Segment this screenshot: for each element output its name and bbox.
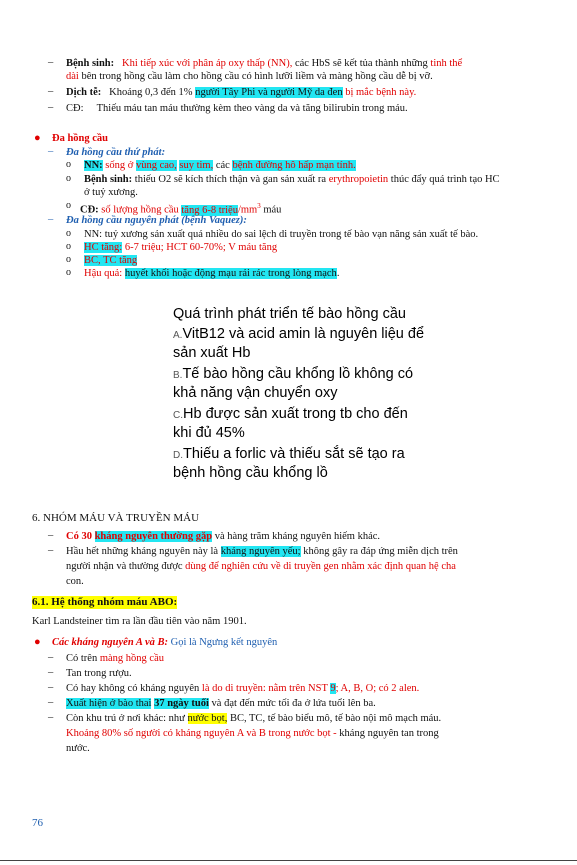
option-letter: C. <box>173 410 183 421</box>
dash-bullet: – <box>48 667 54 678</box>
abo-i3-a: Có hay không có kháng nguyên <box>66 683 200 694</box>
bs-line-2: ở tuỷ xương. <box>84 187 138 198</box>
cd2-highlight: tăng 6-8 triệu <box>181 204 238 216</box>
np-hc-text: 6-7 triệu; HCT 60-70%; V máu tăng <box>124 242 278 253</box>
np-hq-label: Hậu quả: <box>84 268 123 279</box>
dash-bullet: – <box>48 652 54 663</box>
abo-i1-a: Có trên <box>66 653 98 664</box>
dich-te-label: Dịch tễ: <box>66 87 102 98</box>
option-letter: A. <box>173 330 183 341</box>
dich-te-line <box>66 86 416 99</box>
option-text: Thiếu a forlic và thiếu sắt sẽ tạo ra <box>183 446 405 462</box>
nm-red-2: dùng để nghiên cứu về di truyền gen nhằm xác định quan hệ cha <box>185 561 456 572</box>
nn-highlight-1: vùng cao, <box>135 160 177 171</box>
abo-title: 6.1. Hệ thống nhóm máu ABO: <box>32 596 178 608</box>
benh-sinh-line-1 <box>66 57 462 70</box>
option-text-cont: khả năng vận chuyển oxy <box>173 385 338 401</box>
nn-label: NN: <box>84 160 103 171</box>
benh-sinh-red-2: tinh thể <box>430 58 463 69</box>
np-hq-end: . <box>336 268 340 279</box>
thu-phat-nn-line <box>84 159 356 172</box>
dash-bullet: – <box>48 530 54 541</box>
quiz-title: Quá trình phát triển tế bào hồng cầu <box>173 306 406 322</box>
dash-bullet: – <box>48 102 54 113</box>
cd2-label: CĐ: <box>80 204 99 216</box>
abo-i3-b: là do di truyền: <box>201 683 266 694</box>
nn-text-2: các <box>215 160 230 171</box>
page-number: 76 <box>32 817 43 829</box>
dash-bullet: – <box>48 712 54 723</box>
abo-i4-highlight-2: 37 ngày tuổi <box>154 698 209 709</box>
circle-bullet: o <box>66 159 71 170</box>
abo-i5-b: BC, TC, tế bào biểu mô, tế bào nội mô mạch máu. <box>229 713 442 724</box>
bs-tail: thúc đẩy quá trình tạo HC <box>390 174 500 185</box>
option-text-cont: khi đủ 45% <box>173 425 245 441</box>
dich-te-tail: bị mắc bệnh này. <box>345 87 417 98</box>
np-hc-line <box>84 241 277 254</box>
abo-i3-d: ; A, B, O; có 2 alen. <box>335 683 420 694</box>
thu-phat-bs-line <box>84 173 500 186</box>
option-text-cont: bệnh hồng cầu khổng lồ <box>173 465 328 481</box>
round-bullet: ● <box>34 132 41 144</box>
nn-text-1: sống ở <box>105 160 134 171</box>
abo-item-5-cont <box>66 727 439 740</box>
da-hong-cau-title: Đa hồng cầu <box>52 133 109 144</box>
footer-divider <box>0 860 577 861</box>
nhom-mau-line-1 <box>66 530 380 543</box>
cd-line <box>66 102 408 115</box>
benh-sinh-red-3: dài <box>66 71 79 82</box>
abo-item-5-end: nước. <box>66 743 90 754</box>
dich-te-highlight <box>195 87 342 98</box>
abo-i6-red: Khoảng 80% số người có kháng nguyên A và B trong nước bọt - <box>66 728 337 739</box>
np-hq-line <box>84 267 339 280</box>
nhom-mau-line-3 <box>66 560 456 573</box>
abo-item-2: Tan trong rượu. <box>66 668 132 679</box>
nm-tail: và hàng trăm kháng nguyên hiếm khác. <box>214 531 381 542</box>
abo-intro: Karl Landsteiner tìm ra lần đầu tiên vào năm 1901. <box>32 616 247 627</box>
cd-text: Thiếu máu tan máu thường kèm theo vàng da và tăng bilirubin trong máu. <box>96 103 408 114</box>
abo-i5-a: Còn khu trú ở nơi khác: như <box>66 713 185 724</box>
nm-text-a: Hầu hết những kháng nguyên này là <box>66 546 219 557</box>
nhom-mau-line-4: con. <box>66 576 84 587</box>
abo-i3-c: nằm trên NST <box>268 683 328 694</box>
circle-bullet: o <box>66 228 71 239</box>
nm-text-b: không gây ra đáp ứng miễn dịch trên <box>303 546 458 557</box>
abo-kn-red: Các kháng nguyên A và B: <box>52 637 169 648</box>
round-bullet: ● <box>34 636 41 648</box>
nguyen-phat-heading: Đa hồng cầu nguyên phát (bệnh Vaquez): <box>66 215 247 226</box>
circle-bullet: o <box>66 254 71 265</box>
cd2-unit: /mm <box>237 204 258 216</box>
bs-text: thiếu O2 sẽ kích thích thận và gan sản xuất ra <box>134 174 327 185</box>
dash-bullet: – <box>48 146 54 157</box>
nm-text-c: người nhận và thường được <box>66 561 183 572</box>
benh-sinh-line-2 <box>66 70 433 83</box>
circle-bullet: o <box>66 173 71 184</box>
nm-highlight-2: kháng nguyên yếu; <box>220 546 301 557</box>
nm-highlight: kháng nguyên thường gặp <box>94 531 213 542</box>
quiz-option-b <box>173 365 413 385</box>
cd2-text: số lượng hồng cầu <box>101 204 179 216</box>
abo-i4-highlight-1: Xuất hiện ở bào thai <box>66 698 152 709</box>
abo-i5-highlight: nước bọt, <box>187 713 228 724</box>
circle-bullet: o <box>66 200 71 211</box>
nn-highlight-2: suy tim, <box>179 160 214 171</box>
cd2-end: máu <box>263 204 282 216</box>
dash-bullet: – <box>48 545 54 556</box>
abo-item-1 <box>66 652 164 665</box>
nn-highlight-3: bệnh đường hô hấp mạn tính. <box>232 160 356 171</box>
abo-i6-tail: kháng nguyên tan trong <box>339 728 439 739</box>
cd-label: CĐ: <box>66 103 84 114</box>
thu-phat-heading: Đa hồng cầu thứ phát: <box>66 147 166 158</box>
nm-red: Có 30 <box>66 531 92 542</box>
option-text: Tế bào hồng cầu khổng lồ không có <box>182 366 414 382</box>
benh-sinh-red-text: Khi tiếp xúc với phân áp oxy thấp (NN), <box>122 58 293 69</box>
abo-item-4 <box>66 697 376 710</box>
bs-red: erythropoietin <box>328 174 389 185</box>
option-letter: B. <box>173 370 183 381</box>
circle-bullet: o <box>66 267 71 278</box>
nhom-mau-line-2 <box>66 545 458 558</box>
option-letter: D. <box>173 450 183 461</box>
quiz-option-a <box>173 325 424 345</box>
abo-kn-line <box>52 636 277 649</box>
option-text: Hb được sản xuất trong tb cho đến <box>183 406 408 422</box>
np-bc-highlight: BC, TC tăng <box>84 255 138 266</box>
np-bc-line <box>84 254 137 267</box>
dich-te-hl-text: người Tây Phi và người Mỹ da đen <box>195 87 343 98</box>
benh-sinh-text: các HbS sẽ kết tủa thành những <box>294 58 428 69</box>
abo-kn-blue: Gọi là Ngưng kết nguyên <box>170 637 278 648</box>
benh-sinh-label: Bệnh sinh: <box>66 58 115 69</box>
np-nn-line: NN: tuỷ xương sản xuất quá nhiều do sai lệch di truyền trong tế bào vạn năng sản xuất tế bào. <box>84 229 479 240</box>
np-hc-highlight: HC tăng: <box>84 242 123 253</box>
dash-bullet: – <box>48 214 54 225</box>
benh-sinh-text-2: bên trong hồng cầu làm cho hồng cầu có hình lưỡi liềm và màng hồng cầu dễ bị vỡ. <box>81 71 433 82</box>
cd2-sup: 3 <box>257 202 261 210</box>
bs-label: Bệnh sinh: <box>84 174 133 185</box>
quiz-option-c <box>173 405 408 425</box>
abo-item-5 <box>66 712 441 725</box>
dich-te-text: Khoảng 0,3 đến 1% <box>109 87 193 98</box>
dash-bullet: – <box>48 57 54 68</box>
nhom-mau-title: 6. NHÓM MÁU VÀ TRUYỀN MÁU <box>32 512 200 524</box>
quiz-option-d <box>173 445 405 465</box>
dash-bullet: – <box>48 86 54 97</box>
dash-bullet: – <box>48 682 54 693</box>
abo-item-3 <box>66 682 419 695</box>
circle-bullet: o <box>66 241 71 252</box>
option-text-cont: sản xuất Hb <box>173 345 251 361</box>
abo-i1-b: màng hồng cầu <box>99 653 164 664</box>
np-hq-highlight: huyết khối hoặc động mạu rải rác trong lòng mạch <box>124 268 337 279</box>
dash-bullet: – <box>48 697 54 708</box>
abo-i3-highlight: 9 <box>330 683 336 694</box>
abo-i4-tail: và đạt đến mức tối đa ở lứa tuổi lên ba. <box>211 698 376 709</box>
option-text: VitB12 và acid amin là nguyên liệu để <box>182 326 425 342</box>
